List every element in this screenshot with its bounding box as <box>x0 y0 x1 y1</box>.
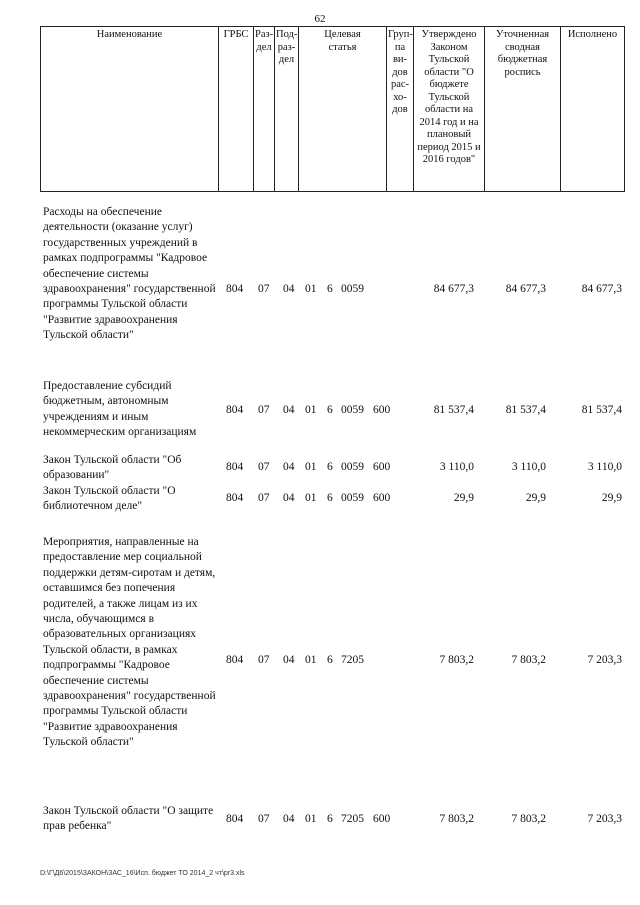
row-ispolneno: 81 537,4 <box>581 404 622 416</box>
row-ispolneno: 84 677,3 <box>581 283 622 295</box>
row-cs-program: 01 <box>305 404 317 416</box>
row-name: Предоставление субсидий бюджетным, автономным учреждениям и иным некоммерческим организациям <box>43 380 197 439</box>
row-vr: 600 <box>373 404 391 416</box>
row-name: Закон Тульской области "О защите прав ребенка" <box>43 805 214 833</box>
row-cs-program: 01 <box>305 492 317 504</box>
row-razdel: 07 <box>258 461 270 473</box>
row-podrazdel: 04 <box>283 492 295 504</box>
row-cs-program: 01 <box>305 813 317 825</box>
row-cs-sub: 6 <box>327 404 333 416</box>
row-utochnennaya: 29,9 <box>525 492 546 504</box>
row-razdel: 07 <box>258 813 270 825</box>
row-utochnennaya: 84 677,3 <box>505 283 546 295</box>
row-vr: 600 <box>373 492 391 504</box>
row-podrazdel: 04 <box>283 461 295 473</box>
row-razdel: 07 <box>258 283 270 295</box>
row-utverzhdeno: 81 537,4 <box>433 404 474 416</box>
header-gruppa-vidov-rashodov: Груп- па ви- дов рас- хо- дов <box>387 27 414 192</box>
row-ispolneno: 7 203,3 <box>587 813 622 825</box>
row-utochnennaya: 7 803,2 <box>511 813 546 825</box>
row-ispolneno: 29,9 <box>601 492 622 504</box>
row-grbs: 804 <box>226 404 244 416</box>
row-utverzhdeno: 29,9 <box>453 492 474 504</box>
header-name: Наименование <box>41 27 219 192</box>
header-utochnennaya: Уточненная сводная бюджетная роспись <box>485 27 561 192</box>
row-cs-code: 0059 <box>341 461 364 473</box>
row-cs-program: 01 <box>305 283 317 295</box>
row-ispolneno: 7 203,3 <box>587 654 622 666</box>
row-utverzhdeno: 7 803,2 <box>439 813 474 825</box>
row-cs-program: 01 <box>305 654 317 666</box>
row-utochnennaya: 81 537,4 <box>505 404 546 416</box>
row-grbs: 804 <box>226 654 244 666</box>
row-cs-code: 0059 <box>341 283 364 295</box>
row-cs-code: 0059 <box>341 492 364 504</box>
row-podrazdel: 04 <box>283 404 295 416</box>
row-cs-program: 01 <box>305 461 317 473</box>
header-razdel: Раз- дел <box>254 27 275 192</box>
row-razdel: 07 <box>258 492 270 504</box>
row-vr: 600 <box>373 813 391 825</box>
row-grbs: 804 <box>226 492 244 504</box>
row-utochnennaya: 3 110,0 <box>511 461 546 473</box>
row-name: Расходы на обеспечение деятельности (оказание услуг) государственных учреждений в рамках подпрограммы "Кадровое обеспечение системы здравоохранения" государственной программы Тульской области "Развитие здравоохранения Тульской области" <box>43 206 216 342</box>
row-utverzhdeno: 3 110,0 <box>439 461 474 473</box>
page-number: 62 <box>314 13 326 25</box>
table-header <box>40 26 625 192</box>
row-cs-sub: 6 <box>327 813 333 825</box>
row-cs-code: 7205 <box>341 813 364 825</box>
header-utverzhdeno: Утверждено Законом Тульской области "О бюджете Тульской области на 2014 год и на плановый период 2015 и 2016 годов" <box>414 27 485 192</box>
row-cs-sub: 6 <box>327 461 333 473</box>
row-cs-code: 7205 <box>341 654 364 666</box>
row-podrazdel: 04 <box>283 283 295 295</box>
row-name: Закон Тульской области "Об образовании" <box>43 454 182 482</box>
row-grbs: 804 <box>226 813 244 825</box>
row-name: Закон Тульской области "О библиотечном деле" <box>43 485 176 513</box>
row-podrazdel: 04 <box>283 654 295 666</box>
header-celevaya-statya: Целевая статья <box>299 27 387 192</box>
row-razdel: 07 <box>258 654 270 666</box>
header-podrazdel: Под- раз- дел <box>275 27 299 192</box>
file-path-footer: D:\Г\Д6\2015\ЗАКОН\ЗАС_16\Исп. бюджет ТО 2014_2 чт\pr3.xls <box>40 870 245 877</box>
row-ispolneno: 3 110,0 <box>587 461 622 473</box>
row-utverzhdeno: 84 677,3 <box>433 283 474 295</box>
row-cs-sub: 6 <box>327 283 333 295</box>
row-grbs: 804 <box>226 283 244 295</box>
row-cs-sub: 6 <box>327 654 333 666</box>
row-cs-sub: 6 <box>327 492 333 504</box>
row-name: Мероприятия, направленные на предоставление мер социальной поддержки детям-сиротам и детям, оставшимся без попечения родителей, а также лицам из их числа, обучающимся в образовательных организациях Тульской области, в рамках подпрограммы "Кадровое обеспечение системы здравоохранения" государственной программы Тульской области "Развитие здравоохранения Тульской области" <box>43 536 216 749</box>
header-ispolneno: Исполнено <box>561 27 625 192</box>
row-grbs: 804 <box>226 461 244 473</box>
row-cs-code: 0059 <box>341 404 364 416</box>
header-grbs: ГРБС <box>219 27 254 192</box>
row-utochnennaya: 7 803,2 <box>511 654 546 666</box>
row-razdel: 07 <box>258 404 270 416</box>
row-podrazdel: 04 <box>283 813 295 825</box>
row-vr: 600 <box>373 461 391 473</box>
row-utverzhdeno: 7 803,2 <box>439 654 474 666</box>
